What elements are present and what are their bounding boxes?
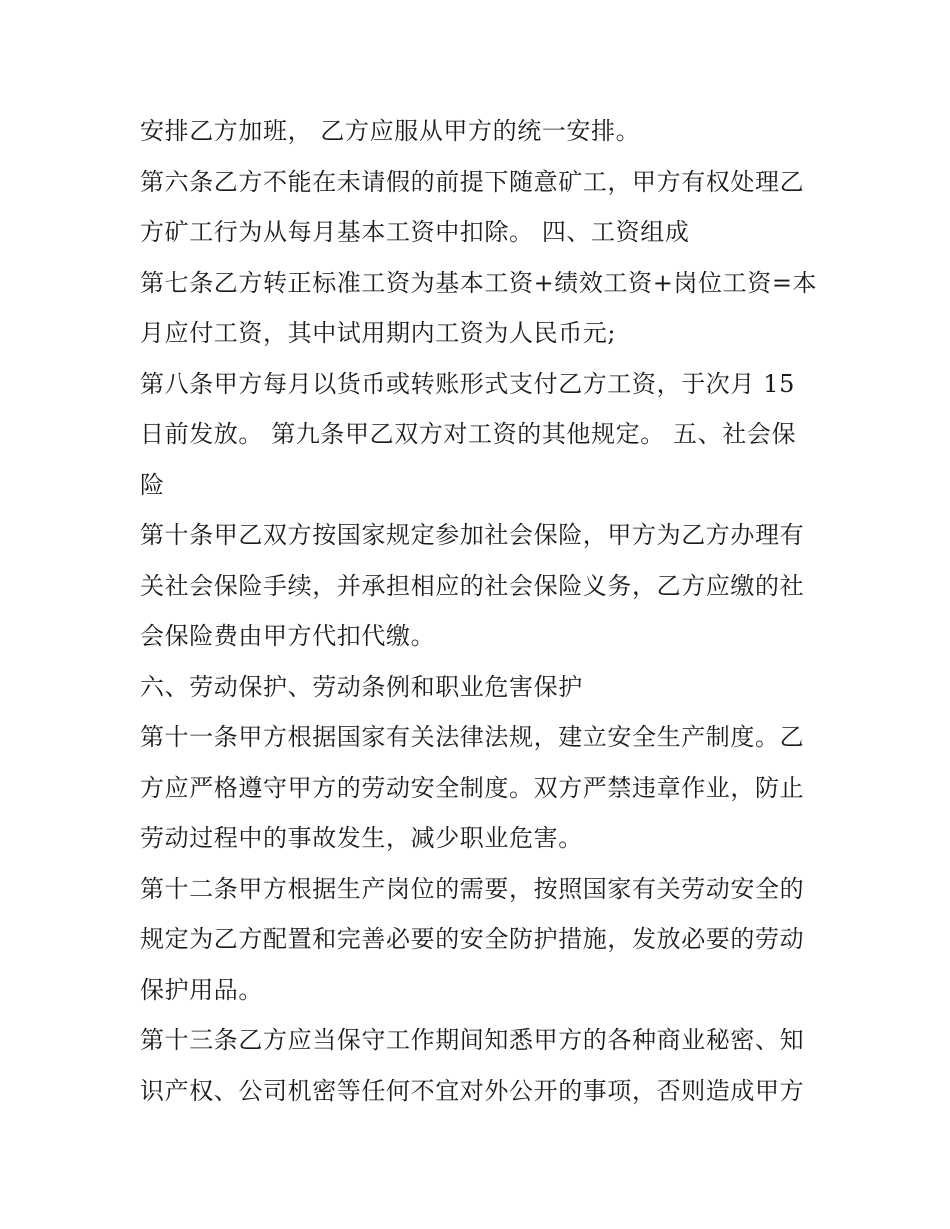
text-line: 第十二条甲方根据生产岗位的需要，按照国家有关劳动安全的 xyxy=(140,874,805,903)
text-line: 月应付工资，其中试用期内工资为人民币元; xyxy=(140,319,617,347)
text-line: 关社会保险手续，并承担相应的社会保险义务，乙方应缴的社 xyxy=(140,571,805,600)
text-line: 规定为乙方配置和完善必要的安全防护措施，发放必要的劳动 xyxy=(140,925,805,953)
text-line: 方应严格遵守甲方的劳动安全制度。双方严禁违章作业，防止 xyxy=(140,773,805,802)
text-line: 险 xyxy=(140,470,165,499)
text-line: 保护用品。 xyxy=(140,975,263,1004)
text-line: 劳动过程中的事故发生，减少职业危害。 xyxy=(140,824,583,852)
text-line: 方矿工行为从每月基本工资中扣除。 四、工资组成 xyxy=(140,218,690,246)
text-line: 六、劳动保护、劳动条例和职业危害保护 xyxy=(140,672,583,701)
text-line: 会保险费由甲方代扣代缴。 xyxy=(140,622,436,650)
text-line: 识产权、公司机密等任何不宜对外公开的事项，否则造成甲方 xyxy=(140,1076,805,1105)
text-line: 第十一条甲方根据国家有关法律法规，建立安全生产制度。乙 xyxy=(140,723,805,751)
text-line: 第十条甲乙双方按国家规定参加社会保险，甲方为乙方办理有 xyxy=(140,521,805,549)
text-line: 安排乙方加班， 乙方应服从甲方的统一安排。 xyxy=(140,117,641,145)
text-line: 第十三条乙方应当保守工作期间知悉甲方的各种商业秘密、知 xyxy=(140,1026,805,1054)
text-line: 第六条乙方不能在未请假的前提下随意矿工，甲方有权处理乙 xyxy=(140,167,805,196)
text-line: 第七条乙方转正标准工资为基本工资+绩效工资+岗位工资=本 xyxy=(140,268,818,297)
text-line: 第八条甲方每月以货币或转账形式支付乙方工资，于次月 15 xyxy=(140,369,795,398)
text-line: 日前发放。 第九条甲乙双方对工资的其他规定。 五、社会保 xyxy=(140,420,797,448)
document-body xyxy=(140,106,820,1116)
